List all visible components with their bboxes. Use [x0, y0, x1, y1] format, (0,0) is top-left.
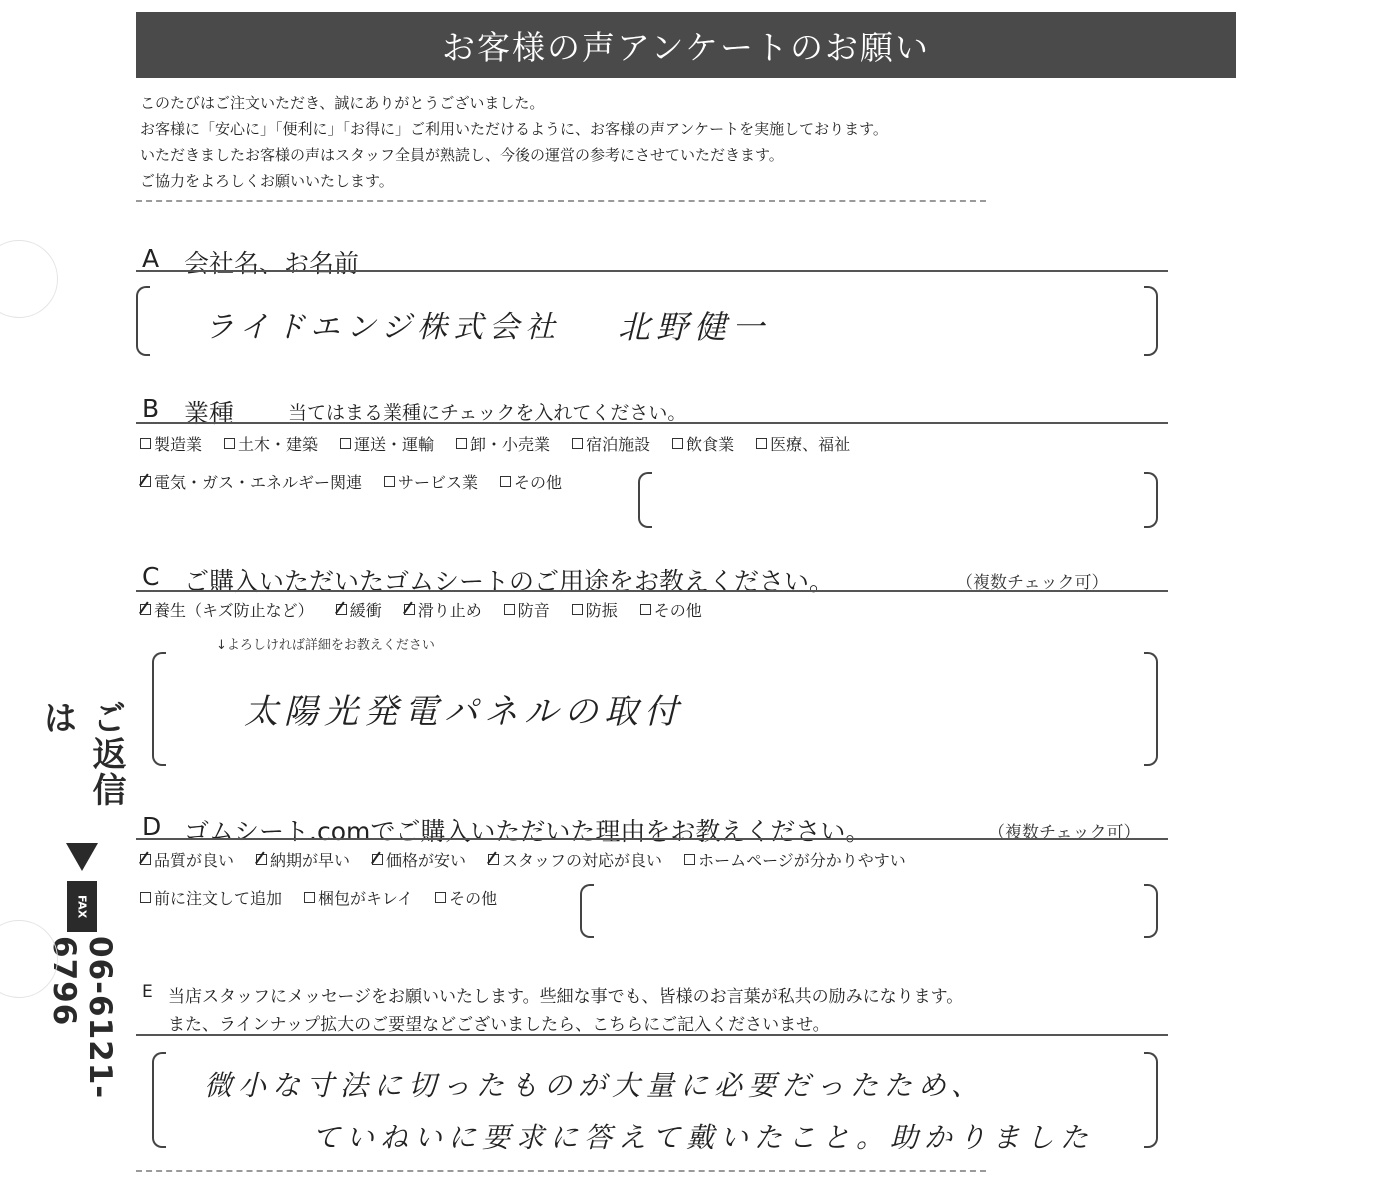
divider: [136, 200, 986, 202]
answer-bracket-left: [152, 652, 166, 766]
intro-line-4: ご協力をよろしくお願いいたします。: [140, 172, 394, 190]
checkbox-icon: [684, 854, 695, 865]
answer-bracket-left: [136, 286, 150, 356]
checkbox-anti-slip[interactable]: 滑り止め: [404, 598, 482, 621]
checkbox-icon: [435, 892, 446, 903]
checkbox-cushioning[interactable]: 緩衝: [336, 598, 382, 621]
reason-row-2: [140, 886, 497, 909]
intro-line-1: このたびはご注文いただき、誠にありがとうございました。: [140, 94, 545, 112]
section-b-title: 業種: [184, 399, 235, 428]
checkbox-icon: [304, 892, 315, 903]
section-b-rule: [136, 422, 1168, 424]
answer-bracket-right: [1144, 652, 1158, 766]
checkbox-icon: [456, 438, 467, 449]
checkbox-other[interactable]: その他: [500, 470, 562, 493]
reason-row-1: [140, 848, 906, 871]
message-answer-line-2[interactable]: ていねいに要求に答えて戴いたこと。助かりました: [312, 1121, 1095, 1154]
section-a-rule: [136, 270, 1168, 272]
checkbox-energy[interactable]: 電気・ガス・エネルギー関連: [140, 470, 362, 493]
section-a-letter: A: [142, 244, 160, 273]
checkbox-lodging[interactable]: 宿泊施設: [572, 432, 650, 455]
section-d-rule: [136, 838, 1168, 840]
checkbox-transport[interactable]: 運送・運輸: [340, 432, 434, 455]
checkbox-quality[interactable]: 品質が良い: [140, 848, 234, 871]
usage-options: [140, 598, 702, 621]
detail-prompt: ↓よろしければ詳細をお教えください: [216, 638, 435, 653]
industry-row-2: [140, 470, 562, 493]
other-bracket-right: [1144, 884, 1158, 938]
fax-number[interactable]: 06-6121-6796: [46, 936, 118, 1100]
fax-icon: FAX: [67, 881, 97, 933]
checkbox-checked-icon: [140, 604, 151, 615]
checkbox-icon: [340, 438, 351, 449]
answer-bracket-right: [1144, 286, 1158, 356]
checkbox-icon: [384, 476, 395, 487]
checkbox-icon: [504, 604, 515, 615]
checkbox-construction[interactable]: 土木・建築: [224, 432, 318, 455]
checkbox-packaging[interactable]: 梱包がキレイ: [304, 886, 413, 909]
name-answer[interactable]: 北野健一: [618, 308, 771, 346]
checkbox-checked-icon: [140, 854, 151, 865]
industry-row-1: [140, 432, 850, 455]
checkbox-reorder[interactable]: 前に注文して追加: [140, 886, 282, 909]
section-b-letter: B: [142, 394, 160, 423]
other-bracket-left: [580, 884, 594, 938]
section-d-letter: D: [142, 812, 162, 841]
checkbox-icon: [224, 438, 235, 449]
intro-line-3: いただきましたお客様の声はスタッフ全員が熟読し、今後の運営の参考にさせていただきます。: [140, 146, 784, 164]
checkbox-vibration[interactable]: 防振: [572, 598, 618, 621]
section-a-title: 会社名、お名前: [184, 249, 360, 278]
section-c-letter: C: [142, 562, 160, 591]
checkbox-medical[interactable]: 医療、福祉: [756, 432, 850, 455]
answer-bracket-left: [152, 1052, 166, 1148]
checkbox-protection[interactable]: 養生（キズ防止など）: [140, 598, 314, 621]
checkbox-other[interactable]: その他: [640, 598, 702, 621]
checkbox-icon: [640, 604, 651, 615]
arrow-down-icon: [66, 843, 98, 871]
checkbox-checked-icon: [336, 604, 347, 615]
checkbox-checked-icon: [372, 854, 383, 865]
scan-punch-hole: [0, 240, 58, 318]
checkbox-retail[interactable]: 卸・小売業: [456, 432, 550, 455]
fax-reply-sidebar: [37, 700, 126, 1170]
checkbox-icon: [756, 438, 767, 449]
section-d-title: ゴムシート.comでご購入いただいた理由をお教えください。: [184, 817, 871, 846]
checkbox-manufacturing[interactable]: 製造業: [140, 432, 202, 455]
checkbox-checked-icon: [488, 854, 499, 865]
reply-label: ご返信は: [37, 700, 126, 808]
checkbox-icon: [572, 604, 583, 615]
checkbox-icon: [500, 476, 511, 487]
section-b-note: 当てはまる業種にチェックを入れてください。: [288, 402, 687, 424]
checkbox-staff-service[interactable]: スタッフの対応が良い: [488, 848, 662, 871]
section-d-note: （複数チェック可）: [988, 823, 1141, 843]
usage-answer[interactable]: 太陽光発電パネルの取付: [244, 692, 684, 732]
section-e-rule: [136, 1034, 1168, 1036]
other-bracket-right: [1144, 472, 1158, 528]
checkbox-soundproof[interactable]: 防音: [504, 598, 550, 621]
intro-line-2: お客様に「安心に」「便利に」「お得に」ご利用いただけるように、お客様の声アンケートを実施しております。: [140, 120, 888, 138]
checkbox-low-price[interactable]: 価格が安い: [372, 848, 466, 871]
checkbox-checked-icon: [256, 854, 267, 865]
checkbox-fast-delivery[interactable]: 納期が早い: [256, 848, 350, 871]
checkbox-checked-icon: [404, 604, 415, 615]
checkbox-website[interactable]: ホームページが分かりやすい: [684, 848, 906, 871]
section-e-line-1: 当店スタッフにメッセージをお願いいたします。些細な事でも、皆様のお言葉が私共の励みになります。: [168, 987, 964, 1007]
checkbox-restaurant[interactable]: 飲食業: [672, 432, 734, 455]
checkbox-checked-icon: [140, 476, 151, 487]
checkbox-icon: [140, 438, 151, 449]
checkbox-icon: [140, 892, 151, 903]
answer-bracket-right: [1144, 1052, 1158, 1148]
company-answer[interactable]: ライドエンジ株式会社: [204, 310, 562, 345]
section-c-rule: [136, 590, 1168, 592]
section-e-line-2: また、ラインナップ拡大のご要望などございましたら、こちらにご記入くださいませ。: [168, 1015, 830, 1035]
checkbox-other[interactable]: その他: [435, 886, 497, 909]
message-answer-line-1[interactable]: 微小な寸法に切ったものが大量に必要だったため、: [204, 1069, 985, 1102]
section-e-letter: E: [142, 982, 153, 1002]
section-c-title: ご購入いただいたゴムシートのご用途をお教えください。: [184, 567, 835, 596]
checkbox-service[interactable]: サービス業: [384, 470, 478, 493]
other-bracket-left: [638, 472, 652, 528]
section-c-note: （複数チェック可）: [956, 573, 1109, 593]
divider: [136, 1170, 986, 1172]
checkbox-icon: [672, 438, 683, 449]
checkbox-icon: [572, 438, 583, 449]
page-title: お客様の声アンケートのお願い: [136, 12, 1236, 78]
